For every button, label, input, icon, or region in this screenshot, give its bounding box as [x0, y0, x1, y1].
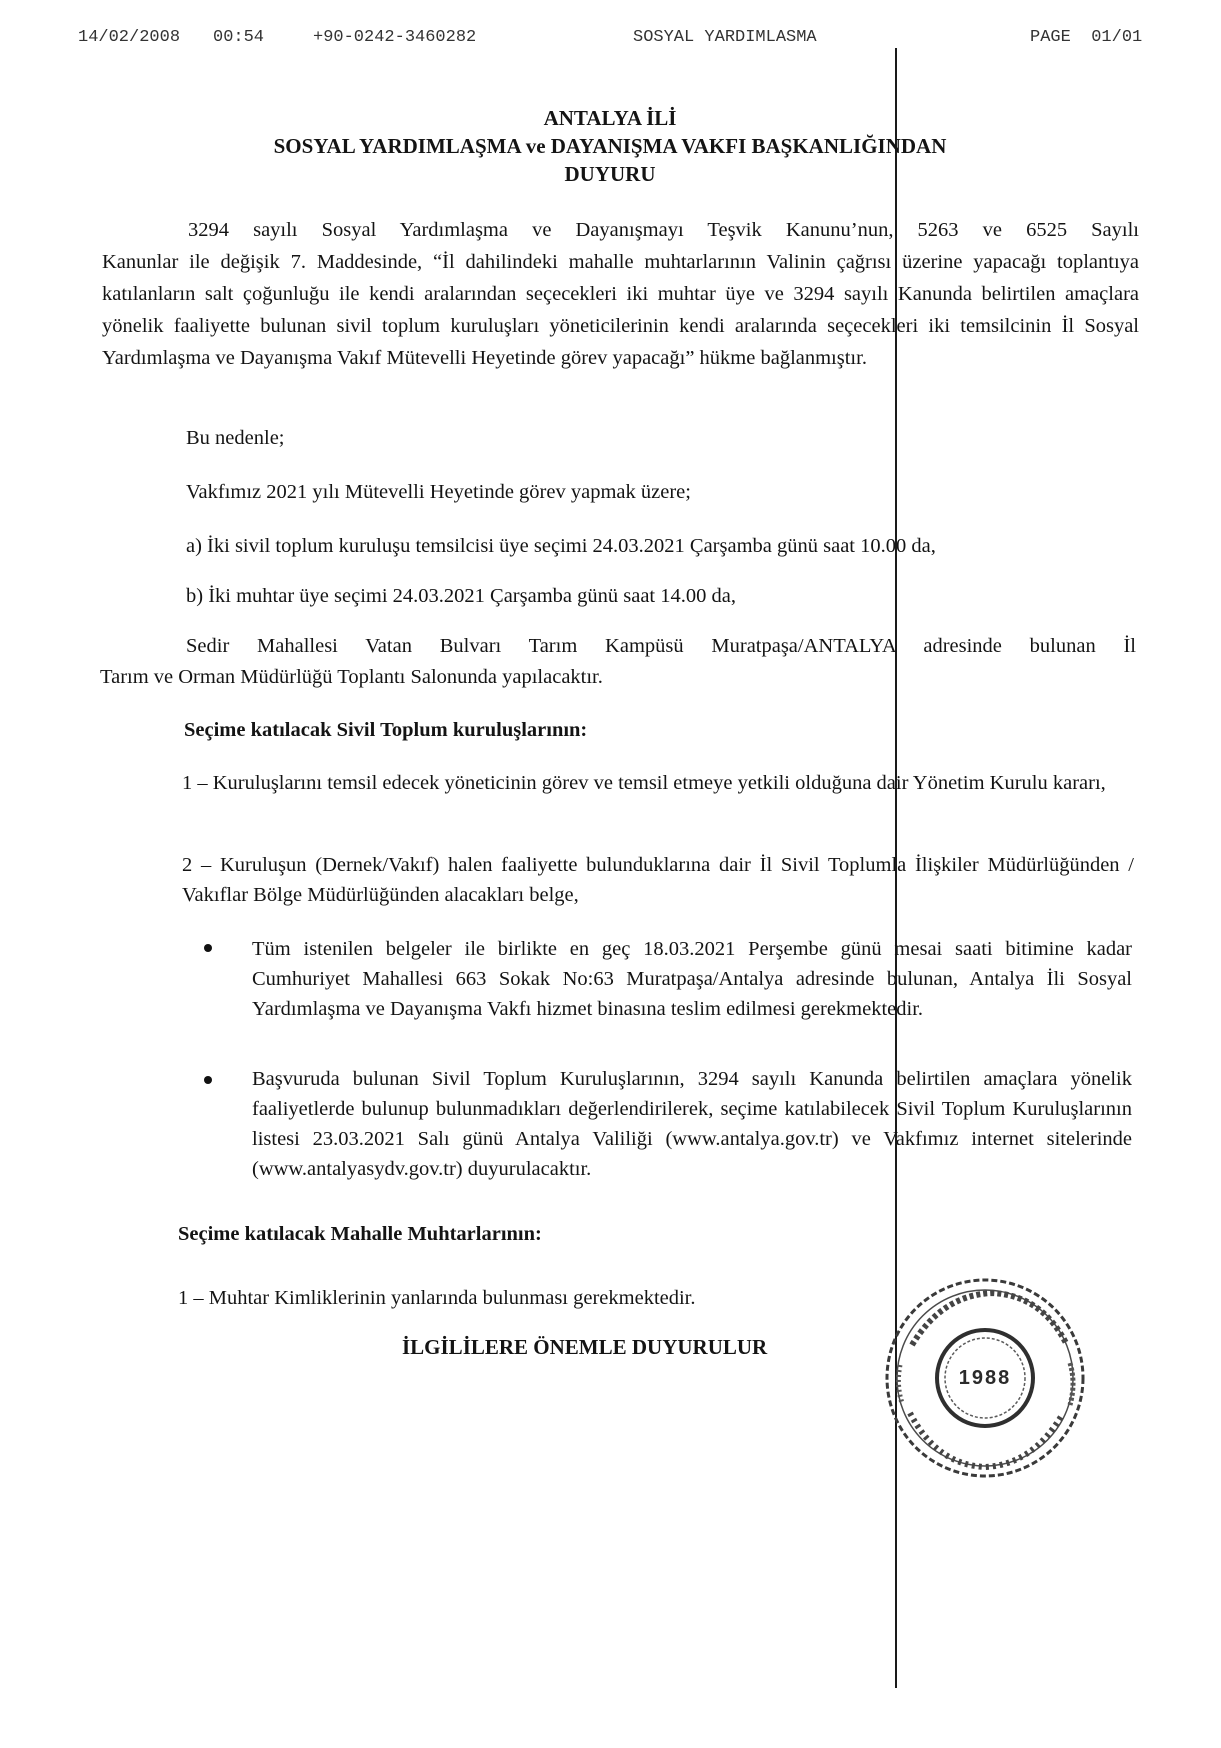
- location-body: Tarım ve Orman Müdürlüğü Toplantı Salonunda yapılacaktır.: [100, 666, 603, 688]
- fax-phone: +90-0242-3460282: [313, 28, 477, 47]
- fax-header: [78, 28, 1158, 52]
- item-a-text: a) İki sivil toplum kuruluşu temsilcisi üye seçimi 24.03.2021 Çarşamba günü saat 10.00 da,: [186, 535, 936, 557]
- fax-organization: SOSYAL YARDIMLASMA: [633, 28, 817, 47]
- intro-paragraph: [102, 214, 1139, 374]
- bullet-item-2: [212, 1064, 1132, 1184]
- bullet-icon: [204, 1076, 212, 1084]
- fax-date: 14/02/2008: [78, 28, 181, 47]
- official-seal: [882, 1275, 1088, 1481]
- bu-nedenle-text: Bu nedenle;: [186, 427, 285, 449]
- title-line-2: SOSYAL YARDIMLAŞMA ve DAYANIŞMA VAKFI BAŞKANLIĞINDAN: [273, 134, 947, 158]
- item-b-text: b) İki muhtar üye seçimi 24.03.2021 Çarşamba günü saat 14.00 da,: [186, 585, 736, 607]
- title-line-3: DUYURU: [564, 162, 656, 186]
- title-line-1: ANTALYA İLİ: [543, 106, 677, 130]
- bullet-icon: [204, 944, 212, 952]
- requirement-1: 1 – Kuruluşlarını temsil edecek yöneticinin görev ve temsil etmeye yetkili olduğuna dair Yönetim Kurulu kararı,: [182, 772, 1106, 794]
- stk-heading: Seçime katılacak Sivil Toplum kuruluşlarının:: [184, 719, 588, 741]
- bullet-item-1: [212, 934, 1132, 1024]
- location-first-line: Sedir Mahallesi Vatan Bulvarı Tarım Kampüsü Muratpaşa/ANTALYA adresinde bulunan İl: [186, 635, 1136, 657]
- location-paragraph: [100, 631, 1136, 693]
- bullet-text-1: Tüm istenilen belgeler ile birlikte en geç 18.03.2021 Perşembe günü mesai saati bitimine kadar Cumhuriyet Mahallesi 663 Sokak No:63 Muratpaşa/Antalya adresinde bulunan, Antalya İli Sosyal Yardımlaşma ve Dayanışma Vakfı hizmet binasına teslim edilmesi gerekmektedir.: [252, 938, 1132, 1020]
- fax-page-number: PAGE 01/01: [1030, 28, 1143, 47]
- requirement-2: 2 – Kuruluşun (Dernek/Vakıf) halen faaliyette bulunduklarına dair İl Sivil Toplumla İlişkiler Müdürlüğünden / Vakıflar Bölge Müdürlüğünden alacakları belge,: [182, 854, 1134, 906]
- closing-statement: İLGİLİLERE ÖNEMLE DUYURULUR: [402, 1335, 768, 1359]
- seal-year: 1988: [958, 1366, 1012, 1389]
- fax-time: 00:54: [213, 28, 265, 47]
- vakfimiz-text: Vakfımız 2021 yılı Mütevelli Heyetinde görev yapmak üzere;: [186, 481, 691, 503]
- intro-body: Kanunlar ile değişik 7. Maddesinde, “İl dahilindeki mahalle muhtarlarının Valinin çağrısı üzerine yapacağı toplantıya katılanların salt çoğunluğu ile kendi aralarından seçecekleri iki muhtar üye ve 3294 sayılı Kanunda belirtilen amaçlara yönelik faaliyette bulunan sivil toplum kuruluşları yöneticilerinin kendi aralarında seçecekleri iki temsilcinin İl Sosyal Yardımlaşma ve Dayanışma Vakıf Mütevelli Heyetinde görev yapacağı” hükme bağlanmıştır.: [102, 251, 1139, 369]
- muhtar-heading: Seçime katılacak Mahalle Muhtarlarının:: [178, 1223, 542, 1245]
- bullet-text-2: Başvuruda bulunan Sivil Toplum Kuruluşlarının, 3294 sayılı Kanunda belirtilen amaçlara yönelik faaliyetlerde bulunup bulunmadıkları değerlendirilerek, seçime katılabilecek Sivil Toplum Kuruluşlarının listesi 23.03.2021 Salı günü Antalya Valiliği (www.antalya.gov.tr) ve Vakfımız internet sitelerinde (www.antalyasydv.gov.tr) duyurulacaktır.: [252, 1068, 1132, 1180]
- intro-first-line: 3294 sayılı Sosyal Yardımlaşma ve Dayanışmayı Teşvik Kanunu’nun, 5263 ve 6525 Sayılı: [188, 219, 1139, 241]
- document-title: [100, 104, 1120, 188]
- muhtar-requirement: 1 – Muhtar Kimliklerinin yanlarında bulunması gerekmektedir.: [178, 1287, 696, 1309]
